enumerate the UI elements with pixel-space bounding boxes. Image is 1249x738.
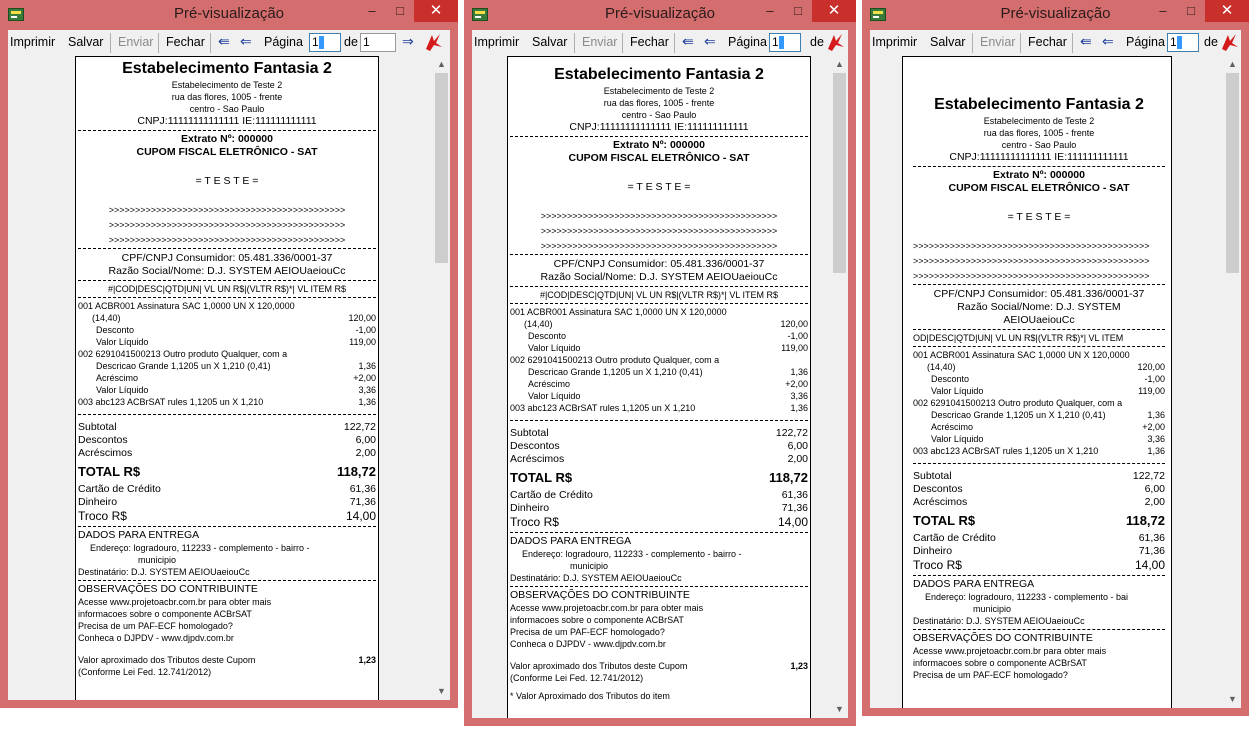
item-line: 002 6291041500213 Outro produto Qualquer, com a [78,349,288,359]
maximize-button[interactable]: □ [396,3,404,18]
preview-window-1 [0,0,458,708]
toolbar-separator [622,33,623,53]
extract-number: Extrato Nº: 000000 [613,139,705,151]
item-line: 002 6291041500213 Outro produto Qualquer, com a [913,398,1123,408]
divider [510,286,808,287]
test-line: >>>>>>>>>>>>>>>>>>>>>>>>>>>>>>>>>>>>>>>>>>>>> [540,211,778,221]
divider [510,586,808,587]
cupom-title: CUPOM FISCAL ELETRÔNICO - SAT [948,182,1130,194]
asterisk-note: * Valor Aproximado dos Tributos do item [510,691,670,701]
consumer-name-cont: AEIOUaeiouCc [1003,314,1075,326]
legal-name: Estabelecimento de Teste 2 [171,80,283,90]
acbr-logo-icon [1218,31,1240,53]
send-button[interactable]: Enviar [118,35,154,49]
payment-cash: Dinheiro 71,36 [510,502,808,514]
scroll-up-icon[interactable]: ▲ [835,59,844,69]
address-line-1: rua das flores, 1005 - frente [603,98,715,108]
preview-window-2 [464,0,856,726]
net-value-line: Valor Líquido 119,00 [528,343,808,353]
notes-line: informacoes sobre o componente ACBrSAT [913,658,1087,668]
title-bar[interactable] [464,0,856,30]
page-count-field: 1 [360,33,396,52]
net-value-line: Valor Líquido 119,00 [96,337,376,347]
window-title: Pré-visualização [1000,5,1111,22]
payment-card: Cartão de Crédito 61,36 [913,532,1165,544]
notes-line: informacoes sobre o componente ACBrSAT [510,615,684,625]
delivery-city: municipio [973,604,1012,614]
change-line: Troco R$ 14,00 [913,558,1165,572]
receipt-page [902,56,1172,708]
payment-cash: Dinheiro 71,36 [78,496,376,508]
discount-line: Desconto -1,00 [931,374,1165,384]
delivery-title: DADOS PARA ENTREGA [78,529,200,541]
toolbar-separator [574,33,575,53]
delivery-city: municipio [138,555,177,565]
divider [913,463,1165,464]
divider [78,526,376,527]
consumer-document: CPF/CNPJ Consumidor: 05.481.336/0001-37 [553,258,765,270]
close-button[interactable]: Fechar [1028,35,1067,49]
minimize-button[interactable]: – [1159,3,1167,18]
extract-number: Extrato Nº: 000000 [993,169,1085,181]
address-line-1: rua das flores, 1005 - frente [983,128,1095,138]
payment-card: Cartão de Crédito 61,36 [78,483,376,495]
surcharge-line: Acréscimo +2,00 [96,373,376,383]
item-line: 002 6291041500213 Outro produto Qualquer, com a [510,355,720,365]
item-line: 003 abc123 ACBrSAT rules 1,1205 un X 1,210 1,36 [78,397,376,407]
payment-card: Cartão de Crédito 61,36 [510,489,808,501]
discounts-line: Descontos 6,00 [510,440,808,452]
divider [913,629,1165,630]
surcharges-line: Acréscimos 2,00 [913,496,1165,508]
receipt-page [507,56,811,718]
preview-area[interactable] [472,56,848,718]
divider [913,284,1165,285]
law-line: (Conforme Lei Fed. 12.741/2012) [510,673,644,683]
total-line: TOTAL R$ 118,72 [78,464,376,479]
company-name: Estabelecimento Fantasia 2 [122,60,332,77]
of-label: de [810,35,824,49]
discounts-line: Descontos 6,00 [913,483,1165,495]
surcharge-line: Acréscimo +2,00 [931,422,1165,432]
consumer-document: CPF/CNPJ Consumidor: 05.481.336/0001-37 [933,288,1145,300]
maximize-button[interactable]: □ [1187,3,1195,18]
divider [78,130,376,131]
divider [510,254,808,255]
notes-line: Precisa de um PAF-ECF homologado? [78,621,233,631]
close-window-button[interactable]: ✕ [1205,0,1249,22]
delivery-recipient: Destinatário: D.J. SYSTEM AEIOUaeiouCc [913,616,1085,626]
scroll-thumb[interactable] [833,73,846,273]
close-window-button[interactable]: ✕ [812,0,856,22]
notes-title: OBSERVAÇÕES DO CONTRIBUINTE [510,589,690,601]
page-number-input[interactable]: 1 [769,33,801,52]
item-line: 003 abc123 ACBrSAT rules 1,1205 un X 1,210 1,36 [913,446,1165,456]
subtotal-line: Subtotal 122,72 [913,470,1165,482]
delivery-recipient: Destinatário: D.J. SYSTEM AEIOUaeiouCc [510,573,682,583]
client-area [870,30,1241,708]
save-button[interactable]: Salvar [68,35,104,49]
send-button[interactable]: Enviar [582,35,618,49]
legal-name: Estabelecimento de Teste 2 [983,116,1095,126]
toolbar-separator [210,33,211,53]
scroll-up-icon[interactable]: ▲ [1228,59,1237,69]
client-area [472,30,848,718]
toolbar-separator [158,33,159,53]
legal-name: Estabelecimento de Teste 2 [603,86,715,96]
save-button[interactable]: Salvar [930,35,966,49]
previous-page-icon[interactable]: ⇐ [704,33,716,49]
divider [78,297,376,298]
divider [78,580,376,581]
notes-title: OBSERVAÇÕES DO CONTRIBUINTE [78,583,258,595]
delivery-recipient: Destinatário: D.J. SYSTEM AEIOUaeiouCc [78,567,250,577]
company-name: Estabelecimento Fantasia 2 [554,66,764,83]
window-title: Pré-visualização [173,5,285,22]
minimize-button[interactable]: – [766,3,774,18]
close-window-button[interactable]: ✕ [414,0,458,22]
test-line: >>>>>>>>>>>>>>>>>>>>>>>>>>>>>>>>>>>>>>>>>>>>> [913,271,1150,281]
divider [510,303,808,304]
consumer-document: CPF/CNPJ Consumidor: 05.481.336/0001-37 [121,252,333,264]
surcharges-line: Acréscimos 2,00 [78,447,376,459]
previous-page-icon[interactable]: ⇐ [240,33,252,49]
preview-area[interactable] [8,56,450,700]
cnpj-ie: CNPJ:11111111111111 IE:111111111111 [137,115,317,127]
item-line: 003 abc123 ACBrSAT rules 1,1205 un X 1,210 1,36 [510,403,808,413]
preview-window-3 [862,0,1249,716]
test-line: >>>>>>>>>>>>>>>>>>>>>>>>>>>>>>>>>>>>>>>>>>>>> [108,205,346,215]
page-label: Página [728,35,767,49]
divider [913,346,1165,347]
test-line: >>>>>>>>>>>>>>>>>>>>>>>>>>>>>>>>>>>>>>>>>>>>> [540,241,778,251]
item-line: Descricao Grande 1,1205 un X 1,210 (0,41) 1,36 [528,367,808,377]
toolbar-separator [1072,33,1073,53]
cnpj-ie: CNPJ:11111111111111 IE:111111111111 [949,151,1129,163]
receipt [78,59,376,678]
item-line: (14,40) 120,00 [92,313,376,323]
notes-line: Precisa de um PAF-ECF homologado? [510,627,665,637]
address-line-2: centro - Sao Paulo [189,104,265,114]
toolbar [8,30,450,56]
receipt [913,95,1165,681]
delivery-address: Endereço: logradouro, 112233 - complemento - bairro - [90,543,310,553]
scroll-thumb[interactable] [435,73,448,263]
notes-line: Conheca o DJPDV - www.djpdv.com.br [510,639,666,649]
total-line: TOTAL R$ 118,72 [913,513,1165,528]
consumer-name: Razão Social/Nome: D.J. SYSTEM AEIOUaeiouCc [108,265,346,277]
item-line: (14,40) 120,00 [927,362,1165,372]
delivery-title: DADOS PARA ENTREGA [913,578,1035,590]
test-line: >>>>>>>>>>>>>>>>>>>>>>>>>>>>>>>>>>>>>>>>>>>>> [108,235,346,245]
test-banner: = T E S T E = [195,175,259,187]
first-page-icon[interactable]: ⇚ [682,33,694,49]
divider [913,329,1165,330]
item-line: (14,40) 120,00 [524,319,808,329]
send-button[interactable]: Enviar [980,35,1016,49]
consumer-name: Razão Social/Nome: D.J. SYSTEM [957,301,1121,313]
address-line-2: centro - Sao Paulo [621,110,697,120]
test-line: >>>>>>>>>>>>>>>>>>>>>>>>>>>>>>>>>>>>>>>>>>>>> [913,241,1150,251]
total-line: TOTAL R$ 118,72 [510,470,808,485]
cnpj-ie: CNPJ:11111111111111 IE:111111111111 [569,121,749,133]
divider [78,414,376,415]
toolbar-separator [1020,33,1021,53]
discounts-line: Descontos 6,00 [78,434,376,446]
items-header: OD|DESC|QTD|UN| VL UN R$|(VLTR R$)*| VL ITEM [913,333,1124,343]
taxes-line: Valor aproximado dos Tributos deste Cupom 1,23 [78,655,376,665]
subtotal-line: Subtotal 122,72 [510,427,808,439]
cupom-title: CUPOM FISCAL ELETRÔNICO - SAT [136,146,318,158]
receipt-page [75,56,379,700]
minimize-button[interactable]: – [368,3,376,18]
notes-line: informacoes sobre o componente ACBrSAT [78,609,252,619]
toolbar-separator [972,33,973,53]
test-line: >>>>>>>>>>>>>>>>>>>>>>>>>>>>>>>>>>>>>>>>>>>>> [108,220,346,230]
net-value-line: Valor Líquido 3,36 [528,391,808,401]
of-label: de [344,35,358,49]
net-value-line: Valor Líquido 3,36 [96,385,376,395]
subtotal-line: Subtotal 122,72 [78,421,376,433]
extract-number: Extrato Nº: 000000 [181,133,273,145]
notes-title: OBSERVAÇÕES DO CONTRIBUINTE [913,632,1093,644]
scroll-down-icon[interactable]: ▼ [1228,694,1237,704]
items-header: #|COD|DESC|QTD|UN| VL UN R$|(VLTR R$)*| VL ITEM R$ [539,290,779,300]
toolbar [870,30,1241,56]
address-line-2: centro - Sao Paulo [1001,140,1077,150]
page-label: Página [1126,35,1165,49]
print-button[interactable]: Imprimir [872,35,918,49]
divider [78,248,376,249]
notes-line: Conheca o DJPDV - www.djpdv.com.br [78,633,234,643]
net-value-line: Valor Líquido 3,36 [931,434,1165,444]
notes-line: Acesse www.projetoacbr.com.br para obter mais [510,603,704,613]
scroll-down-icon[interactable]: ▼ [437,686,446,696]
delivery-city: municipio [570,561,609,571]
save-button[interactable]: Salvar [532,35,568,49]
title-bar[interactable] [0,0,458,30]
toolbar-separator [674,33,675,53]
first-page-icon[interactable]: ⇚ [1080,33,1092,49]
previous-page-icon[interactable]: ⇐ [1102,33,1114,49]
company-name: Estabelecimento Fantasia 2 [934,96,1144,113]
divider [78,280,376,281]
test-line: >>>>>>>>>>>>>>>>>>>>>>>>>>>>>>>>>>>>>>>>>>>>> [913,256,1150,266]
divider [510,532,808,533]
delivery-address: Endereço: logradouro, 112233 - complemento - bairro - [522,549,742,559]
consumer-name: Razão Social/Nome: D.J. SYSTEM AEIOUaeiouCc [540,271,778,283]
discount-line: Desconto -1,00 [96,325,376,335]
change-line: Troco R$ 14,00 [78,509,376,523]
close-button[interactable]: Fechar [166,35,205,49]
item-line: Descricao Grande 1,1205 un X 1,210 (0,41) 1,36 [931,410,1165,420]
notes-line: Precisa de um PAF-ECF homologado? [913,670,1068,680]
notes-line: Acesse www.projetoacbr.com.br para obter mais [913,646,1107,656]
toolbar [472,30,848,56]
vertical-scrollbar[interactable] [433,56,450,700]
notes-line: Acesse www.projetoacbr.com.br para obter mais [78,597,272,607]
close-button[interactable]: Fechar [630,35,669,49]
net-value-line: Valor Líquido 119,00 [931,386,1165,396]
scroll-down-icon[interactable]: ▼ [835,704,844,714]
page-number-input[interactable]: 1 [1167,33,1199,52]
scroll-up-icon[interactable]: ▲ [437,59,446,69]
acbr-logo-icon [422,31,444,53]
test-line: >>>>>>>>>>>>>>>>>>>>>>>>>>>>>>>>>>>>>>>>>>>>> [540,226,778,236]
item-line: Descricao Grande 1,1205 un X 1,210 (0,41) 1,36 [96,361,376,371]
preview-area[interactable] [870,56,1241,708]
print-button[interactable]: Imprimir [474,35,520,49]
of-label: de [1204,35,1218,49]
surcharges-line: Acréscimos 2,00 [510,453,808,465]
surcharge-line: Acréscimo +2,00 [528,379,808,389]
maximize-button[interactable]: □ [794,3,802,18]
scroll-thumb[interactable] [1226,73,1239,273]
page-label: Página [264,35,303,49]
item-line: 001 ACBR001 Assinatura SAC 1,0000 UN X 120,0000 [913,350,1130,360]
page-number-input[interactable]: 1 [309,33,341,52]
divider [913,166,1165,167]
payment-cash: Dinheiro 71,36 [913,545,1165,557]
toolbar-separator [110,33,111,53]
delivery-address: Endereço: logradouro, 112233 - complemento - bai [925,592,1128,602]
divider [510,136,808,137]
cupom-title: CUPOM FISCAL ELETRÔNICO - SAT [568,152,750,164]
next-page-icon[interactable]: ⇒ [402,33,414,49]
item-line: 001 ACBR001 Assinatura SAC 1,0000 UN X 120,0000 [78,301,295,311]
taxes-line: Valor aproximado dos Tributos deste Cupom 1,23 [510,661,808,671]
item-line: 001 ACBR001 Assinatura SAC 1,0000 UN X 120,0000 [510,307,727,317]
items-header: #|COD|DESC|QTD|UN| VL UN R$|(VLTR R$)*| VL ITEM R$ [107,284,347,294]
change-line: Troco R$ 14,00 [510,515,808,529]
acbr-logo-icon [824,31,846,53]
first-page-icon[interactable]: ⇚ [218,33,230,49]
test-banner: = T E S T E = [1007,211,1071,223]
vertical-scrollbar[interactable] [1224,56,1241,708]
title-bar[interactable] [862,0,1249,30]
divider [510,420,808,421]
vertical-scrollbar[interactable] [831,56,848,718]
address-line-1: rua das flores, 1005 - frente [171,92,283,102]
print-button[interactable]: Imprimir [10,35,56,49]
divider [913,575,1165,576]
client-area [8,30,450,700]
law-line: (Conforme Lei Fed. 12.741/2012) [78,667,212,677]
delivery-title: DADOS PARA ENTREGA [510,535,632,547]
window-title: Pré-visualização [604,5,716,22]
test-banner: = T E S T E = [627,181,691,193]
receipt [510,65,808,702]
discount-line: Desconto -1,00 [528,331,808,341]
